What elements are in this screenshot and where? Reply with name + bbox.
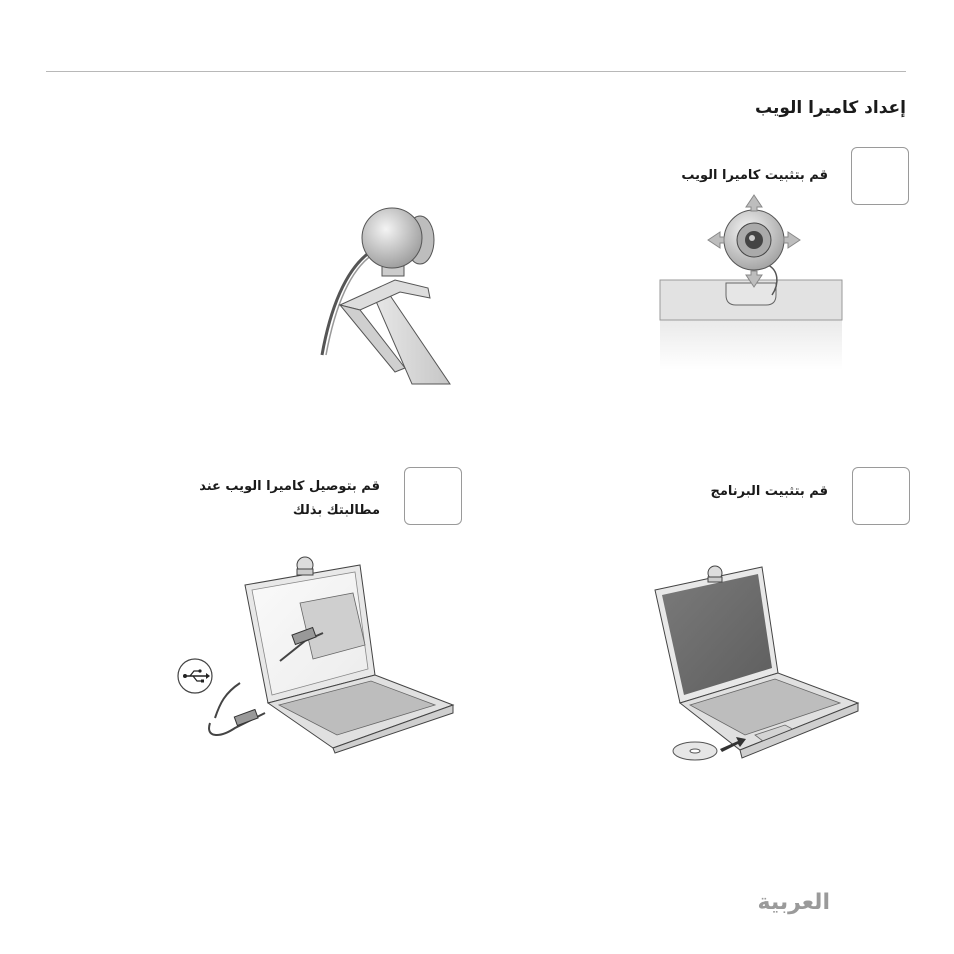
step-3-label-line2: مطالبتك بذلك bbox=[292, 503, 380, 518]
laptop-usb-icon bbox=[205, 553, 470, 753]
step-2-label: قم بتثبيت البرنامج bbox=[710, 484, 828, 499]
footer-language: العربية bbox=[757, 890, 830, 915]
step-2-box bbox=[852, 467, 910, 525]
header-rule bbox=[46, 71, 906, 72]
webcam-monitor-icon bbox=[660, 195, 842, 370]
webcam-clip-icon bbox=[300, 200, 460, 390]
step-3-label-line1: قم بتوصيل كاميرا الويب عند bbox=[199, 479, 380, 494]
step-1-box bbox=[851, 147, 909, 205]
step-1-label: قم بتثبيت كاميرا الويب bbox=[681, 168, 828, 183]
step-3-box bbox=[404, 467, 462, 525]
usb-icon bbox=[176, 657, 214, 695]
step-3-label bbox=[199, 475, 380, 523]
laptop-cd-icon bbox=[650, 555, 865, 770]
page-title: إعداد كاميرا الويب bbox=[754, 98, 906, 118]
